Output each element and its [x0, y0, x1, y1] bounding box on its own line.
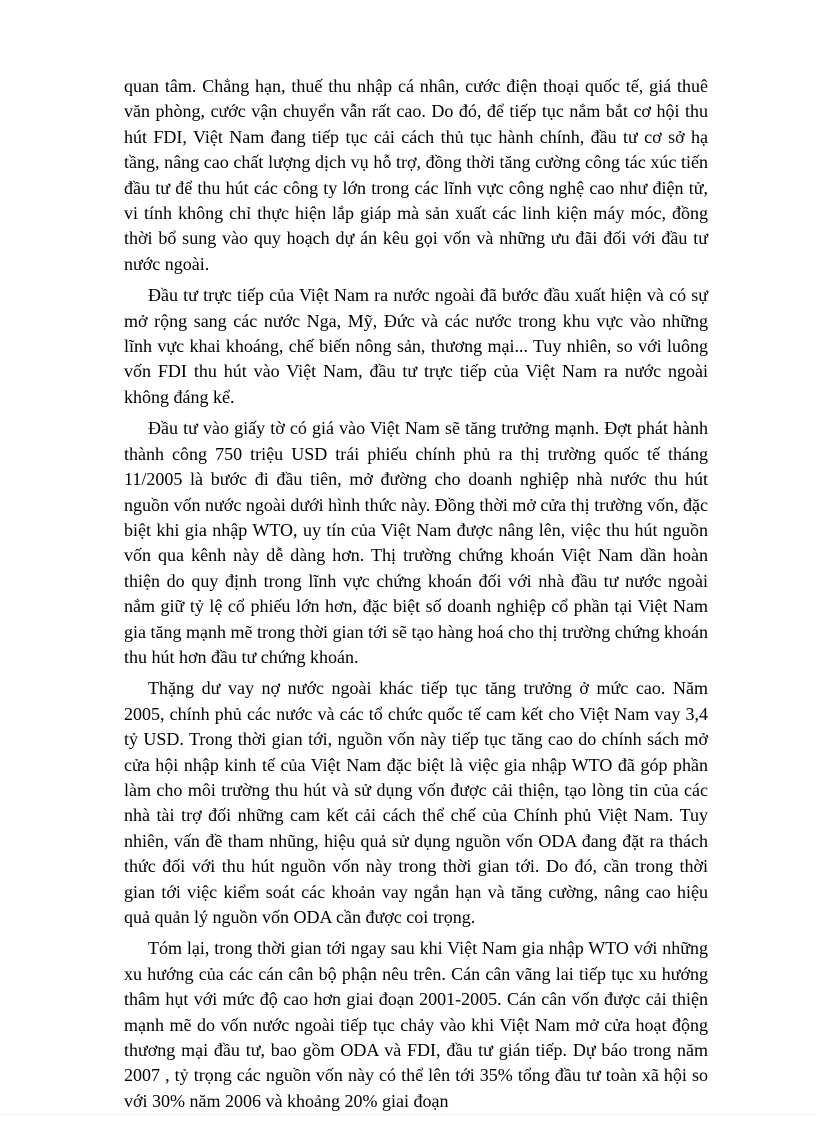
paragraph-foreign-borrowing: Thặng dư vay nợ nước ngoài khác tiếp tục tăng trưởng ở mức cao. Năm 2005, chính phủ các nước và các tổ chức quốc tế cam kết cho Việt Nam vay 3,4 tỷ USD. Trong thời gian tới, nguồn vốn này tiếp tục tăng cao do chính sách mở cửa hội nhập kinh tế của Việt Nam đặc biệt là việc gia nhập WTO đã góp phần làm cho môi trường thu hút và sử dụng vốn được cải thiện, tạo lòng tin của các nhà tài trợ đối những cam kết cải cách thể chế của Chính phủ Việt Nam. Tuy nhiên, vấn đề tham nhũng, hiệu quả sử dụng nguồn vốn ODA đang đặt ra thách thức đối với thu hút nguồn vốn này trong thời gian tới. Do đó, cần trong thời gian tới việc kiểm soát các khoản vay ngắn hạn và tăng cường, nâng cao hiệu quả quản lý nguồn vốn ODA cần được coi trọng.	[124, 678, 708, 927]
paragraph-securities-investment: Đầu tư vào giấy tờ có giá vào Việt Nam sẽ tăng trưởng mạnh. Đợt phát hành thành công 750 triệu USD trái phiếu chính phủ ra thị trường quốc tế tháng 11/2005 là bước đi đầu tiên, mở đường cho doanh nghiệp nhà nước thu hút nguồn vốn nước ngoài dưới hình thức này. Đồng thời mở cửa thị trường vốn, đặc biệt khi gia nhập WTO, uy tín của Việt Nam được nâng lên, việc thu hút nguồn vốn qua kênh này dễ dàng hơn. Thị trường chứng khoán Việt Nam dần hoàn thiện do quy định trong lĩnh vực chứng khoán đối với nhà đầu tư nước ngoài nắm giữ tỷ lệ cổ phiếu lớn hơn, đặc biệt số doanh nghiệp cổ phần tại Việt Nam gia tăng mạnh mẽ trong thời gian tới sẽ tạo hàng hoá cho thị trường chứng khoán thu hút hơn đầu tư chứng khoán.	[124, 418, 708, 667]
paragraph-fdi-continuation: quan tâm. Chẳng hạn, thuế thu nhập cá nhân, cước điện thoại quốc tế, giá thuê văn phòng, cước vận chuyển vẫn rất cao. Do đó, để tiếp tục nắm bắt cơ hội thu hút FDI, Việt Nam đang tiếp tục cải cách thủ tục hành chính, đầu tư cơ sở hạ tầng, nâng cao chất lượng dịch vụ hỗ trợ, đồng thời tăng cường công tác xúc tiến đầu tư để thu hút các công ty lớn trong các lĩnh vực công nghệ cao như điện tử, vi tính không chỉ thực hiện lắp giáp mà sản xuất các linh kiện máy móc, đồng thời bổ sung vào quy hoạch dự án kêu gọi vốn và những ưu đãi đối với đầu tư nước ngoài.	[124, 76, 708, 274]
document-body	[124, 74, 708, 1120]
paragraph-outward-investment: Đầu tư trực tiếp của Việt Nam ra nước ngoài đã bước đầu xuất hiện và có sự mở rộng sang các nước Nga, Mỹ, Đức và các nước trong khu vực vào những lĩnh vực khai khoáng, chế biến nông sản, thương mại... Tuy nhiên, so với luông vốn FDI thu hút vào Việt Nam, đầu tư trực tiếp của Việt Nam ra nước ngoài không đáng kể.	[124, 285, 708, 407]
paragraph-summary: Tóm lại, trong thời gian tới ngay sau khi Việt Nam gia nhập WTO với những xu hướng của các cán cân bộ phận nêu trên. Cán cân vãng lai tiếp tục xu hướng thâm hụt với mức độ cao hơn giai đoạn 2001-2005. Cán cân vốn được cải thiện mạnh mẽ do vốn nước ngoài tiếp tục chảy vào khi Việt Nam mở cửa hoạt động thương mại đầu tư, bao gồm ODA và FDI, đầu tư gián tiếp. Dự báo trong năm 2007 , tỷ trọng các nguồn vốn này có thể lên tới 35% tổng đầu tư toàn xã hội so với 30% năm 2006 và khoảng 20% giai đoạn	[124, 938, 708, 1111]
page-bottom-divider	[0, 1114, 816, 1115]
